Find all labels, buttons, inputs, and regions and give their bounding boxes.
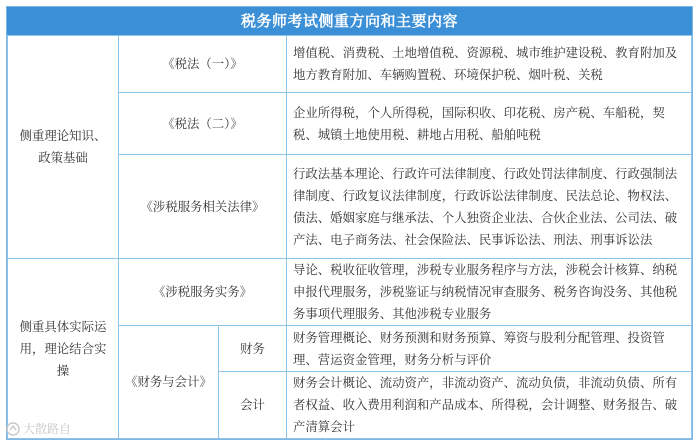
content-cell: 财务会计概论、流动资产，非流动资产、流动负债，非流动负债、所有者权益、收入费用利润和产品成本、所得税，会计调整、财务报告、破产清算会计	[287, 372, 692, 439]
watermark-logo-icon	[6, 422, 20, 436]
category-cell: 侧重具体实际运用，理论结合实操	[8, 259, 119, 439]
subject-cell: 《税法（二）》	[119, 93, 287, 155]
subject-cell: 《税法（一）》	[119, 36, 287, 93]
subject-cell: 《财务与会计》	[119, 326, 219, 439]
watermark-text: 大散路自	[23, 422, 72, 436]
content-cell: 行政法基本理论、行政许可法律制度、行政处罚法律制度、行政强制法律制度、行政复议法律制度，行政诉讼法律制度、民法总论、物权法、债法、婚姻家庭与继承法、个人独资企业法、合伙企业法、公司法、破产法、电子商务法、社会保险法、民事诉讼法、刑法、刑事诉讼法	[287, 155, 692, 259]
content-table-container	[6, 6, 693, 440]
table-row	[8, 36, 692, 93]
table-row	[8, 259, 692, 326]
content-table	[7, 35, 692, 439]
watermark	[6, 420, 71, 437]
content-cell: 企业所得税，个人所得税，国际积收、印花税、房产税、车船税，契税、城镇土地使用税、耕地占用税、船舶吨税	[287, 93, 692, 155]
sub-subject-cell: 财务	[219, 326, 287, 372]
content-cell: 导论、税收征收管理，涉税专业服务程序与方法，涉税会计核算、纳税申报代理服务，涉税鉴证与纳税情况审查服务、税务咨询没务、其他税务事项代理服务、其他涉税专业服务	[287, 259, 692, 326]
sub-subject-cell: 会计	[219, 372, 287, 439]
content-cell: 财务管理概论、财务预测和财务预算、筹资与股利分配管理、投资管理、营运资金管理，财务分析与评价	[287, 326, 692, 372]
subject-cell: 《涉税服务实务》	[119, 259, 287, 326]
category-cell: 侧重理论知识、政策基础	[8, 36, 119, 259]
table-title: 税务师考试侧重方向和主要内容	[7, 7, 692, 35]
subject-cell: 《涉税服务相关法律》	[119, 155, 287, 259]
content-cell: 增值税、消费税、土地增值税、资源税、城市维护建设税、教育附加及地方教育附加、车辆购置税、环境保护税、烟叶税、关税	[287, 36, 692, 93]
